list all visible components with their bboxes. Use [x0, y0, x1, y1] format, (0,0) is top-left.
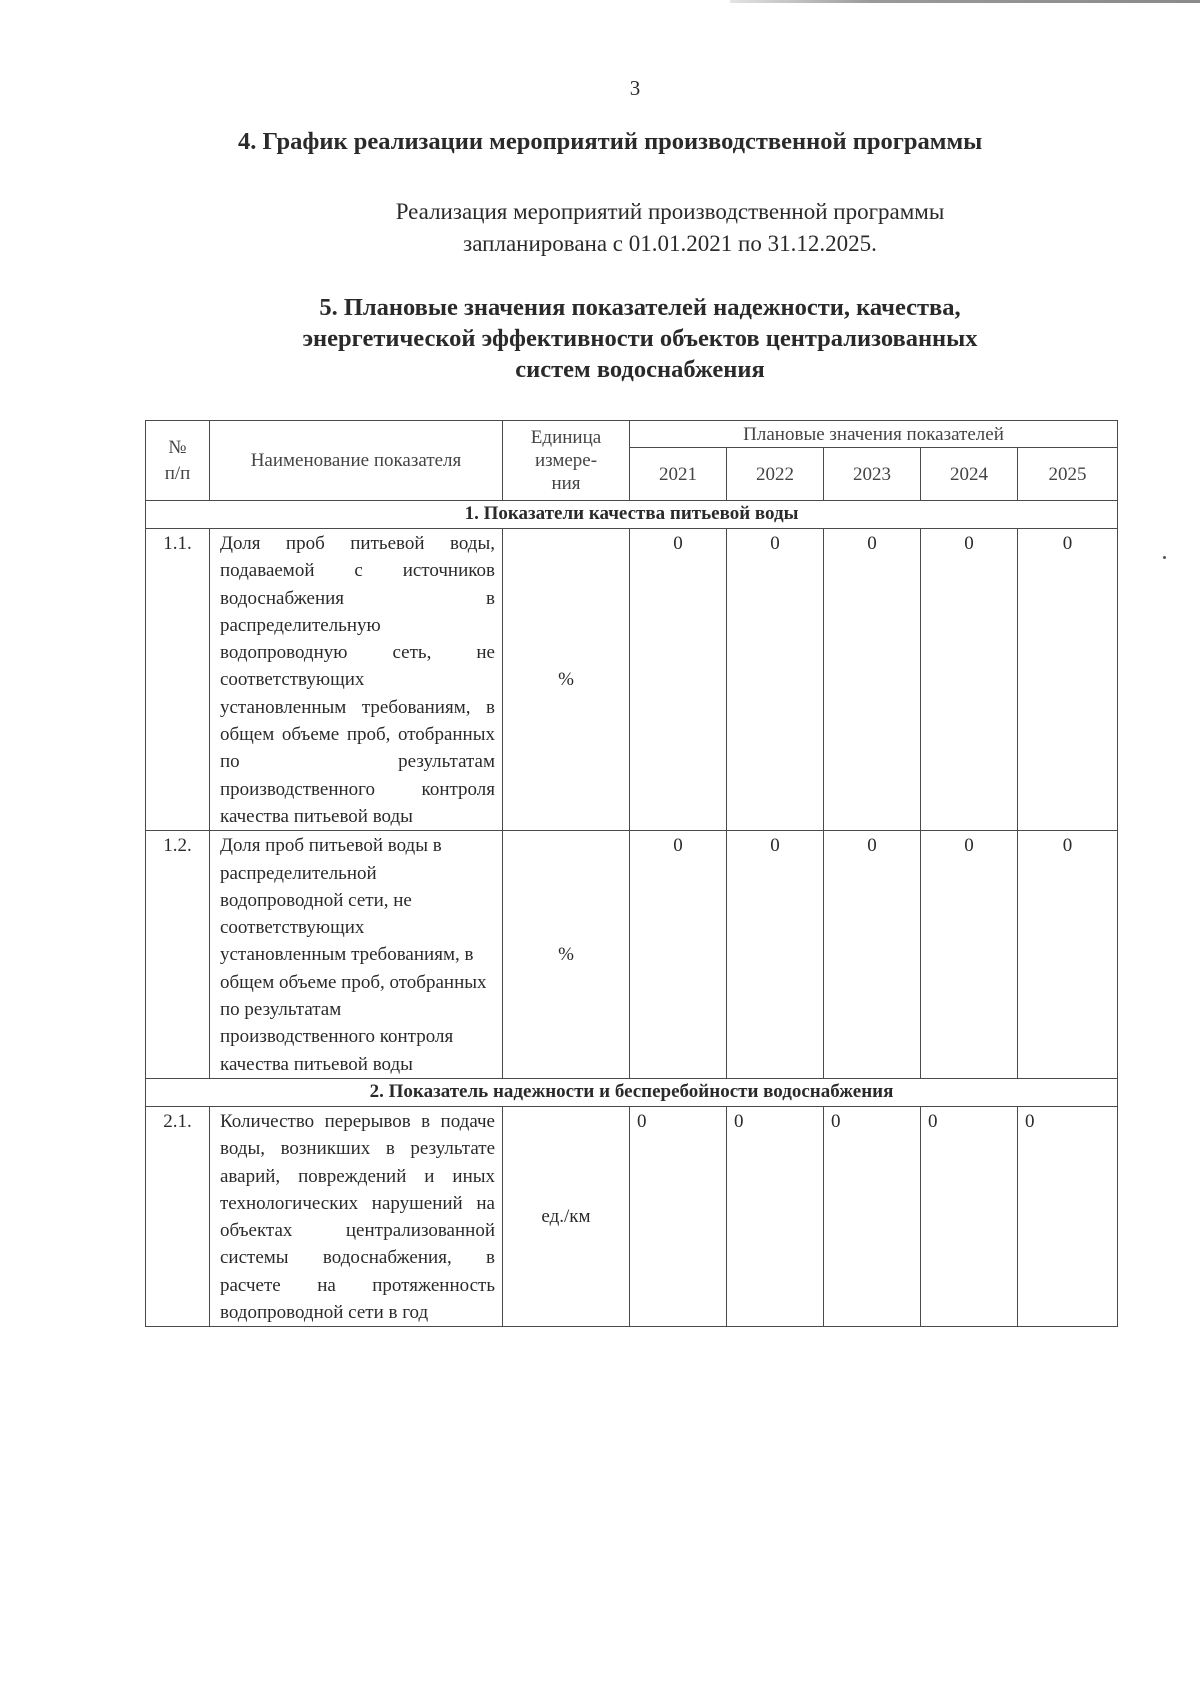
paragraph-line: Реализация мероприятий производственной программы [395, 199, 945, 224]
header-year: 2021 [630, 448, 727, 501]
row-indicator-name: Доля проб питьевой воды, подаваемой с источников водоснабжения в распределительную водопроводную сеть, не соответствующих установленным требованиям, в общем объеме проб, отобранных по результатам производственного контроля качества питьевой воды [210, 529, 503, 831]
section-title: 1. Показатели качества питьевой воды [146, 501, 1118, 529]
title-line: 5. Плановые значения показателей надежности, качества, [319, 294, 961, 321]
title-line: энергетической эффективности объектов централизованных [302, 325, 978, 352]
header-planned-values: Плановые значения показателей [630, 421, 1118, 448]
header-year: 2023 [824, 448, 921, 501]
row-value: 0 [824, 1106, 921, 1326]
row-indicator-name: Количество перерывов в подаче воды, возникших в результате аварий, повреждений и иных технологических нарушений на объектах централизованной системы водоснабжения, в расчете на протяженность водопроводной сети в год [210, 1106, 503, 1326]
header-unit-line: измере- [534, 450, 598, 471]
row-value: 0 [630, 1106, 727, 1326]
indicators-table [145, 420, 1118, 1327]
header-unit-line: ния [551, 473, 581, 494]
table-header [146, 421, 1118, 501]
header-year: 2024 [921, 448, 1018, 501]
row-value: 0 [921, 831, 1018, 1079]
row-number: 1.1. [146, 529, 210, 831]
row-unit: % [503, 831, 630, 1079]
row-value: 0 [1018, 1106, 1118, 1326]
header-unit-line: Единица [530, 427, 602, 448]
paragraph-line: запланирована с 01.01.2021 по 31.12.2025. [463, 231, 877, 256]
row-indicator-name: Доля проб питьевой воды в распределительной водопроводной сети, не соответствующих установленным требованиям, в общем объеме проб, отобранных по результатам производственного контроля качества питьевой воды [210, 831, 503, 1079]
row-value: 0 [1018, 529, 1118, 831]
row-value: 0 [630, 529, 727, 831]
table-row [146, 831, 1118, 1079]
row-number: 1.2. [146, 831, 210, 1079]
header-year: 2022 [727, 448, 824, 501]
section-row [146, 1078, 1118, 1106]
row-number: 2.1. [146, 1106, 210, 1326]
header-num [146, 421, 210, 501]
section-5-title [230, 292, 1050, 385]
section-title: 2. Показатель надежности и бесперебойности водоснабжения [146, 1078, 1118, 1106]
row-value: 0 [824, 529, 921, 831]
section-4-paragraph [300, 196, 1040, 260]
row-value: 0 [727, 1106, 824, 1326]
table-row [146, 1106, 1118, 1326]
page-number: 3 [629, 76, 641, 100]
row-value: 0 [921, 529, 1018, 831]
row-value: 0 [630, 831, 727, 1079]
table-row [146, 529, 1118, 831]
header-unit [503, 421, 630, 501]
row-value: 0 [824, 831, 921, 1079]
row-value: 0 [727, 831, 824, 1079]
header-year: 2025 [1018, 448, 1118, 501]
row-value: 0 [921, 1106, 1018, 1326]
scan-edge [730, 0, 1200, 3]
title-line: систем водоснабжения [515, 356, 765, 383]
row-value: 0 [1018, 831, 1118, 1079]
row-value: 0 [727, 529, 824, 831]
header-num-line: № [168, 436, 187, 458]
scan-speck [1163, 556, 1166, 559]
section-4-title: 4. График реализации мероприятий производственной программы [238, 128, 983, 155]
section-row [146, 501, 1118, 529]
header-name: Наименование показателя [210, 421, 503, 501]
row-unit: % [503, 529, 630, 831]
row-unit: ед./км [503, 1106, 630, 1326]
header-num-line: п/п [164, 462, 191, 484]
